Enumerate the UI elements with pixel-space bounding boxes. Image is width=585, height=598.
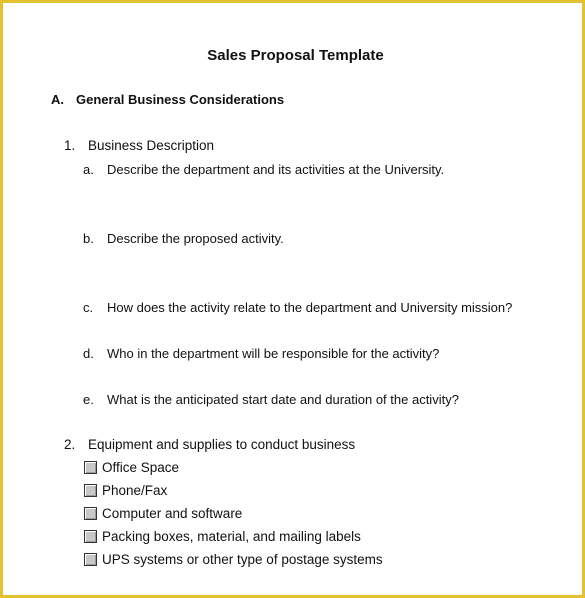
- checklist-item[interactable]: [84, 529, 361, 544]
- checklist-label: Computer and software: [102, 506, 243, 521]
- checkbox-icon[interactable]: [84, 507, 97, 520]
- checklist-label: UPS systems or other type of postage systems: [102, 552, 383, 567]
- section-letter: A.: [51, 92, 64, 107]
- item-number: 1.: [64, 138, 76, 153]
- question-letter: b.: [83, 231, 94, 246]
- question-letter: a.: [83, 162, 94, 177]
- question-text: What is the anticipated start date and duration of the activity?: [107, 392, 459, 407]
- checkbox-icon[interactable]: [84, 484, 97, 497]
- question-e: [83, 392, 459, 407]
- checklist-item[interactable]: [84, 552, 383, 567]
- question-b: [83, 231, 284, 246]
- item-label: Equipment and supplies to conduct business: [88, 437, 356, 452]
- checklist-item[interactable]: [84, 483, 167, 498]
- question-letter: c.: [83, 300, 94, 315]
- checkbox-icon[interactable]: [84, 553, 97, 566]
- checkbox-icon[interactable]: [84, 461, 97, 474]
- question-letter: d.: [83, 346, 94, 361]
- checklist-label: Packing boxes, material, and mailing labels: [102, 529, 361, 544]
- section-title: General Business Considerations: [76, 92, 285, 107]
- question-text: Describe the proposed activity.: [107, 231, 284, 246]
- question-c: [83, 300, 512, 315]
- document-title: Sales Proposal Template: [207, 47, 384, 64]
- item-equipment-supplies: [64, 437, 355, 452]
- question-text: Who in the department will be responsible for the activity?: [107, 346, 440, 361]
- item-number: 2.: [64, 437, 76, 452]
- item-business-description: [64, 138, 214, 153]
- checklist-item[interactable]: [84, 506, 242, 521]
- item-label: Business Description: [88, 138, 215, 153]
- question-d: [83, 346, 439, 361]
- question-text: Describe the department and its activities at the University.: [107, 162, 445, 177]
- checklist-label: Office Space: [102, 460, 180, 475]
- checkbox-icon[interactable]: [84, 530, 97, 543]
- question-text: How does the activity relate to the department and University mission?: [107, 300, 513, 315]
- section-heading: [51, 92, 284, 107]
- checklist-item[interactable]: [84, 460, 179, 475]
- question-a: [83, 162, 444, 177]
- question-letter: e.: [83, 392, 94, 407]
- checklist-label: Phone/Fax: [102, 483, 168, 498]
